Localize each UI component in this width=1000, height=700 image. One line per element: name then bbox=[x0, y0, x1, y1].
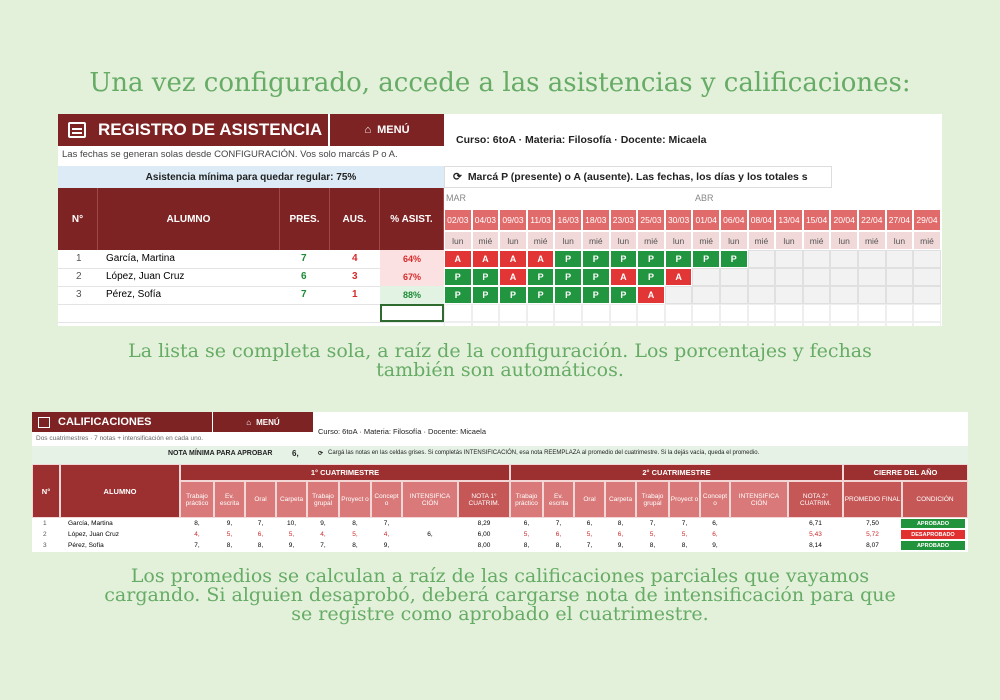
grade-cell: 6, bbox=[427, 531, 433, 538]
final-average: 7,50 bbox=[866, 520, 879, 527]
attendance-mark-cell[interactable]: P bbox=[554, 268, 582, 286]
grade-cell: 5, bbox=[523, 531, 530, 538]
attendance-mark-cell[interactable]: A bbox=[499, 268, 527, 286]
present-count: 7 bbox=[301, 253, 307, 264]
caption-top: Una vez configurado, accede a las asistencias y calificaciones: bbox=[89, 68, 911, 98]
student-name: Pérez, Sofía bbox=[106, 289, 162, 300]
home-icon: ⌂ bbox=[246, 417, 252, 427]
header-student: ALUMNO bbox=[60, 464, 180, 518]
header-percent: % ASIST. bbox=[380, 188, 444, 250]
grade-cell: 7, bbox=[320, 542, 326, 549]
weekday-header: lun bbox=[886, 231, 914, 250]
date-header: 11/03 bbox=[527, 209, 555, 231]
condition-badge: APROBADO bbox=[901, 541, 965, 550]
attendance-mark-cell[interactable] bbox=[582, 304, 610, 322]
attendance-mark-cell[interactable]: P bbox=[554, 286, 582, 304]
month-mar: MAR bbox=[446, 193, 466, 203]
attendance-menu-button[interactable] bbox=[330, 114, 444, 146]
grade-cell: 9, bbox=[383, 542, 390, 549]
grade-cell: 8, bbox=[352, 542, 358, 549]
weekday-header: lun bbox=[554, 231, 582, 250]
grade-cell: 7, bbox=[257, 520, 264, 527]
attendance-mark-cell[interactable] bbox=[803, 250, 831, 268]
weekday-header: mié bbox=[582, 231, 610, 250]
student-name: López, Juan Cruz bbox=[106, 271, 185, 282]
grades-menu-button[interactable] bbox=[213, 412, 313, 432]
attendance-mark-cell[interactable] bbox=[913, 304, 941, 322]
grades-title: CALIFICACIONES bbox=[58, 416, 152, 428]
attendance-mark-cell[interactable] bbox=[803, 286, 831, 304]
grade-cell: 8, bbox=[555, 542, 562, 549]
row-number: 2 bbox=[76, 271, 82, 282]
attendance-mark-cell[interactable] bbox=[803, 268, 831, 286]
home-icon: ⌂ bbox=[364, 124, 372, 136]
final-average: 5,72 bbox=[866, 531, 879, 538]
attendance-mark-cell[interactable]: P bbox=[444, 268, 472, 286]
attendance-mark-cell[interactable] bbox=[913, 322, 941, 326]
grade-cell: 10, bbox=[286, 520, 297, 527]
attendance-mark-cell[interactable]: P bbox=[444, 286, 472, 304]
grade-cell: 6, bbox=[523, 520, 530, 527]
condition-badge: APROBADO bbox=[901, 519, 965, 528]
grade-col-header: Oral bbox=[574, 481, 605, 518]
date-header: 15/04 bbox=[803, 209, 831, 231]
grades-note: Cargá las notas en las celdas grises. Si completás INTENSIFICACIÓN, esa nota REEMPLAZA al promedio del cuatrimestre. Si la dejás vacía, queda el promedio. bbox=[328, 450, 760, 456]
grade-cell: 5, bbox=[226, 531, 233, 538]
grade-col-header: Trabajo grupal bbox=[307, 481, 339, 518]
attendance-mark-cell[interactable] bbox=[472, 304, 500, 322]
min-grade-label: NOTA MÍNIMA PARA APROBAR bbox=[168, 450, 273, 457]
grade-cell: 5, bbox=[352, 531, 358, 538]
attendance-mark-cell[interactable]: P bbox=[665, 250, 693, 268]
attendance-mark-cell[interactable] bbox=[610, 322, 638, 326]
attendance-mark-cell[interactable] bbox=[830, 304, 858, 322]
row-number: 1 bbox=[43, 520, 47, 527]
menu-label: MENÚ bbox=[256, 417, 280, 427]
header-close: CIERRE DEL AÑO bbox=[843, 464, 968, 481]
attendance-mark-cell[interactable]: A bbox=[665, 268, 693, 286]
row-number: 3 bbox=[43, 542, 47, 549]
grade-col-header: INTENSIFICA CIÓN bbox=[402, 481, 458, 518]
grade-col-header: Carpeta bbox=[276, 481, 307, 518]
header-nota2: NOTA 2° CUATRIM. bbox=[788, 481, 843, 518]
weekday-header: lun bbox=[720, 231, 748, 250]
condition-badge: DESAPROBADO bbox=[901, 530, 965, 539]
nota2-value: 8,14 bbox=[809, 542, 822, 549]
attendance-mark-cell[interactable] bbox=[886, 322, 914, 326]
attendance-mark-cell[interactable] bbox=[830, 286, 858, 304]
date-header: 06/04 bbox=[720, 209, 748, 231]
grade-cell: 8, bbox=[352, 520, 358, 527]
date-header: 18/03 bbox=[582, 209, 610, 231]
grade-cell: 7, bbox=[383, 520, 390, 527]
attendance-mark-cell[interactable] bbox=[830, 322, 858, 326]
attendance-mark-cell[interactable] bbox=[692, 286, 720, 304]
date-header: 29/04 bbox=[913, 209, 941, 231]
header-absent: AUS. bbox=[330, 188, 380, 250]
attendance-subtitle: Las fechas se generan solas desde CONFIGURACIÓN. Vos solo marcás P o A. bbox=[62, 149, 398, 160]
nota1-value: 8,00 bbox=[477, 542, 491, 549]
table-row bbox=[32, 540, 968, 551]
grade-cell: 6, bbox=[617, 531, 624, 538]
attendance-mark-cell[interactable] bbox=[858, 304, 886, 322]
present-count: 7 bbox=[301, 289, 307, 300]
nota2-value: 6,71 bbox=[809, 520, 822, 527]
date-header: 20/04 bbox=[830, 209, 858, 231]
attendance-mark-cell[interactable] bbox=[886, 286, 914, 304]
min-attendance: Asistencia mínima para quedar regular: 75% bbox=[58, 166, 444, 188]
date-header: 02/03 bbox=[444, 209, 472, 231]
date-header: 30/03 bbox=[665, 209, 693, 231]
attendance-mark-cell[interactable] bbox=[665, 322, 693, 326]
weekday-header: lun bbox=[775, 231, 803, 250]
attendance-mark-cell[interactable] bbox=[692, 304, 720, 322]
attendance-mark-cell[interactable] bbox=[527, 322, 555, 326]
grade-cell: 4, bbox=[383, 531, 390, 538]
attendance-mark-cell[interactable] bbox=[858, 286, 886, 304]
grade-cell: 6, bbox=[257, 531, 264, 538]
refresh-icon: ⟳ bbox=[318, 451, 324, 457]
header-student: ALUMNO bbox=[98, 188, 280, 250]
header-num: N° bbox=[58, 188, 98, 250]
attendance-mark-cell[interactable]: P bbox=[499, 286, 527, 304]
date-header: 22/04 bbox=[858, 209, 886, 231]
grade-cell: 8, bbox=[194, 520, 200, 527]
calendar-icon bbox=[68, 122, 86, 138]
weekday-header: lun bbox=[830, 231, 858, 250]
nota1-value: 6,00 bbox=[477, 531, 491, 538]
date-header: 04/03 bbox=[472, 209, 500, 231]
grade-col-header: Trabajo práctico bbox=[510, 481, 543, 518]
grade-cell: 8, bbox=[617, 520, 624, 527]
grade-col-header: INTENSIFICA CIÓN bbox=[730, 481, 788, 518]
attendance-mark-cell[interactable]: P bbox=[472, 286, 500, 304]
menu-label: MENÚ bbox=[377, 124, 410, 136]
date-header: 01/04 bbox=[692, 209, 720, 231]
grade-col-header: Carpeta bbox=[605, 481, 636, 518]
attendance-mark-cell[interactable] bbox=[444, 322, 472, 326]
table-row bbox=[58, 286, 444, 305]
caption-middle bbox=[0, 342, 1000, 380]
nota1-value: 8,29 bbox=[477, 520, 491, 527]
grade-cell: 8, bbox=[257, 542, 264, 549]
grade-cell: 8, bbox=[649, 542, 656, 549]
attendance-mark-cell[interactable]: P bbox=[637, 250, 665, 268]
header-sem1: 1° CUATRIMESTRE bbox=[180, 464, 510, 481]
table-row bbox=[58, 268, 444, 287]
attendance-mark-cell[interactable]: P bbox=[554, 250, 582, 268]
attendance-mark-cell[interactable] bbox=[748, 268, 776, 286]
grades-title-bar bbox=[32, 412, 212, 432]
attendance-mark-cell[interactable] bbox=[775, 286, 803, 304]
row-number: 2 bbox=[43, 531, 47, 538]
attendance-mark-cell[interactable] bbox=[830, 250, 858, 268]
caption-bottom-line-2: cargando. Si alguien desaprobó, deberá cargarse nota de intensificación para que bbox=[104, 584, 896, 606]
grades-subtitle: Dos cuatrimestres · 7 notas + intensificación en cada uno. bbox=[36, 435, 204, 442]
attendance-title-bar bbox=[58, 114, 328, 146]
attendance-mark-cell[interactable] bbox=[554, 304, 582, 322]
attendance-mark-cell[interactable] bbox=[748, 250, 776, 268]
attendance-mark-cell[interactable] bbox=[913, 286, 941, 304]
absent-count: 4 bbox=[352, 253, 358, 264]
course-info: Curso: 6toA · Materia: Filosofía · Docente: Micaela bbox=[456, 134, 707, 146]
attendance-mark-cell[interactable] bbox=[610, 304, 638, 322]
attendance-mark-cell[interactable] bbox=[499, 304, 527, 322]
attendance-mark-cell[interactable] bbox=[803, 304, 831, 322]
student-name: López, Juan Cruz bbox=[68, 531, 119, 538]
attendance-percent: 88% bbox=[380, 286, 444, 304]
header-num: N° bbox=[32, 464, 60, 518]
header-nota1: NOTA 1° CUATRIM. bbox=[458, 481, 510, 518]
date-header: 25/03 bbox=[637, 209, 665, 231]
student-name: Pérez, Sofía bbox=[68, 542, 104, 549]
attendance-mark-cell[interactable] bbox=[720, 304, 748, 322]
grade-col-header: Ev. escrita bbox=[543, 481, 574, 518]
attendance-mark-cell[interactable] bbox=[720, 286, 748, 304]
final-average: 8,07 bbox=[866, 542, 879, 549]
attendance-mark-cell[interactable] bbox=[775, 268, 803, 286]
weekday-header: mié bbox=[748, 231, 776, 250]
grade-cell: 7, bbox=[555, 520, 562, 527]
caption-middle-line-1: La lista se completa sola, a raíz de la configuración. Los porcentajes y fechas bbox=[128, 340, 872, 362]
edit-icon bbox=[38, 417, 50, 428]
attendance-mark-cell[interactable] bbox=[554, 322, 582, 326]
grade-cell: 9, bbox=[226, 520, 233, 527]
month-abr: ABR bbox=[695, 193, 714, 203]
grade-cell: 8, bbox=[681, 542, 688, 549]
row-number: 3 bbox=[76, 289, 82, 300]
grade-cell: 4, bbox=[194, 531, 200, 538]
grades-sheet bbox=[32, 412, 968, 552]
grade-cell: 7, bbox=[681, 520, 688, 527]
grade-cell: 6, bbox=[586, 520, 593, 527]
selected-cell[interactable] bbox=[380, 304, 444, 322]
attendance-mark-cell[interactable] bbox=[858, 250, 886, 268]
attendance-date-pane bbox=[444, 114, 942, 326]
grade-cell: 5, bbox=[288, 531, 295, 538]
attendance-mark-cell[interactable]: P bbox=[582, 268, 610, 286]
attendance-mark-cell[interactable] bbox=[692, 268, 720, 286]
attendance-mark-cell[interactable] bbox=[720, 322, 748, 326]
grade-cell: 7, bbox=[586, 542, 593, 549]
grade-cell: 5, bbox=[586, 531, 593, 538]
weekday-header: lun bbox=[444, 231, 472, 250]
weekday-header: lun bbox=[665, 231, 693, 250]
attendance-mark-cell[interactable] bbox=[913, 250, 941, 268]
header-final: PROMEDIO FINAL bbox=[843, 481, 902, 518]
attendance-mark-cell[interactable] bbox=[886, 250, 914, 268]
attendance-percent: 64% bbox=[380, 250, 444, 268]
weekday-header: mié bbox=[637, 231, 665, 250]
grade-cell: 6, bbox=[712, 520, 718, 527]
attendance-mark-cell[interactable] bbox=[472, 322, 500, 326]
attendance-mark-cell[interactable]: P bbox=[637, 268, 665, 286]
caption-bottom-line-1: Los promedios se calculan a raíz de las calificaciones parciales que vayamos bbox=[130, 565, 870, 587]
attendance-mark-cell[interactable]: P bbox=[527, 286, 555, 304]
date-header: 27/04 bbox=[886, 209, 914, 231]
absent-count: 1 bbox=[352, 289, 358, 300]
attendance-mark-cell[interactable] bbox=[748, 304, 776, 322]
attendance-title: REGISTRO DE ASISTENCIA bbox=[98, 120, 323, 139]
attendance-percent: 67% bbox=[380, 268, 444, 286]
grade-col-header: Ev. escrita bbox=[214, 481, 245, 518]
row-number: 1 bbox=[76, 253, 82, 264]
weekday-header: mié bbox=[913, 231, 941, 250]
attendance-mark-cell[interactable]: P bbox=[582, 250, 610, 268]
attendance-mark-cell[interactable] bbox=[748, 286, 776, 304]
caption-middle-line-2: también son automáticos. bbox=[376, 359, 624, 381]
min-grade-value: 6, bbox=[292, 449, 299, 458]
weekday-header: mié bbox=[527, 231, 555, 250]
grade-col-header: Trabajo grupal bbox=[636, 481, 669, 518]
attendance-mark-cell[interactable]: P bbox=[582, 286, 610, 304]
grade-col-header: Proyect o bbox=[669, 481, 700, 518]
attendance-mark-cell[interactable] bbox=[582, 322, 610, 326]
attendance-mark-cell[interactable] bbox=[637, 304, 665, 322]
header-present: PRES. bbox=[280, 188, 330, 250]
date-header: 09/03 bbox=[499, 209, 527, 231]
attendance-mark-cell[interactable]: P bbox=[720, 250, 748, 268]
table-row bbox=[32, 529, 968, 540]
absent-count: 3 bbox=[352, 271, 358, 282]
grade-cell: 4, bbox=[320, 531, 326, 538]
refresh-icon: ⟳ bbox=[453, 171, 462, 183]
date-header: 23/03 bbox=[610, 209, 638, 231]
attendance-mark-cell[interactable]: P bbox=[527, 268, 555, 286]
attendance-mark-cell[interactable] bbox=[858, 268, 886, 286]
grade-cell: 7, bbox=[649, 520, 656, 527]
grades-course-info: Curso: 6toA · Materia: Filosofía · Docente: Micaela bbox=[318, 427, 486, 436]
attendance-mark-cell[interactable]: P bbox=[610, 286, 638, 304]
attendance-mark-cell[interactable] bbox=[637, 322, 665, 326]
table-row bbox=[58, 250, 444, 269]
attendance-left-pane bbox=[58, 114, 444, 326]
grade-col-header: Oral bbox=[245, 481, 276, 518]
attendance-mark-cell[interactable] bbox=[748, 322, 776, 326]
nota2-value: 5,43 bbox=[809, 531, 822, 538]
student-name: García, Martina bbox=[68, 520, 113, 527]
attendance-mark-cell[interactable] bbox=[858, 322, 886, 326]
grade-cell: 9, bbox=[288, 542, 295, 549]
attendance-mark-cell[interactable] bbox=[775, 250, 803, 268]
grade-cell: 9, bbox=[617, 542, 624, 549]
attendance-mark-cell[interactable]: P bbox=[472, 268, 500, 286]
student-name: García, Martina bbox=[106, 253, 175, 264]
grade-cell: 7, bbox=[194, 542, 200, 549]
attendance-mark-cell[interactable] bbox=[720, 268, 748, 286]
header-condition: CONDICIÓN bbox=[902, 481, 968, 518]
weekday-header: lun bbox=[499, 231, 527, 250]
weekday-header: mié bbox=[858, 231, 886, 250]
instructions-text: Marcá P (presente) o A (ausente). Las fechas, los días y los totales s bbox=[467, 171, 808, 183]
attendance-mark-cell[interactable]: P bbox=[692, 250, 720, 268]
grade-col-header: Trabajo práctico bbox=[180, 481, 214, 518]
caption-bottom bbox=[0, 567, 1000, 624]
grade-cell: 5, bbox=[681, 531, 688, 538]
date-header: 16/03 bbox=[554, 209, 582, 231]
attendance-mark-cell[interactable] bbox=[775, 304, 803, 322]
attendance-mark-cell[interactable] bbox=[665, 286, 693, 304]
weekday-header: mié bbox=[692, 231, 720, 250]
present-count: 6 bbox=[301, 271, 307, 282]
grade-cell: 5, bbox=[649, 531, 656, 538]
instructions-banner bbox=[444, 166, 832, 188]
attendance-mark-cell[interactable]: P bbox=[610, 250, 638, 268]
grade-cell: 6, bbox=[555, 531, 562, 538]
table-row bbox=[32, 518, 968, 529]
attendance-mark-cell[interactable] bbox=[830, 268, 858, 286]
grade-cell: 8, bbox=[226, 542, 233, 549]
weekday-header: lun bbox=[610, 231, 638, 250]
attendance-mark-cell[interactable] bbox=[527, 304, 555, 322]
attendance-mark-cell[interactable] bbox=[499, 322, 527, 326]
grade-cell: 9, bbox=[320, 520, 326, 527]
attendance-mark-cell[interactable]: A bbox=[444, 250, 472, 268]
attendance-mark-cell[interactable]: A bbox=[499, 250, 527, 268]
attendance-mark-cell[interactable]: A bbox=[527, 250, 555, 268]
attendance-mark-cell[interactable] bbox=[775, 322, 803, 326]
attendance-mark-cell[interactable] bbox=[665, 304, 693, 322]
attendance-mark-cell[interactable] bbox=[444, 304, 472, 322]
attendance-mark-cell[interactable] bbox=[692, 322, 720, 326]
attendance-mark-cell[interactable]: A bbox=[472, 250, 500, 268]
caption-bottom-line-3: se registre como aprobado el cuatrimestre. bbox=[291, 603, 709, 625]
empty-row[interactable] bbox=[58, 322, 444, 326]
grade-col-header: Concept o bbox=[371, 481, 402, 518]
grades-min-bar bbox=[32, 446, 968, 464]
date-header: 13/04 bbox=[775, 209, 803, 231]
grade-cell: 9, bbox=[712, 542, 718, 549]
weekday-header: mié bbox=[803, 231, 831, 250]
date-header: 08/04 bbox=[748, 209, 776, 231]
grade-cell: 8, bbox=[523, 542, 530, 549]
attendance-mark-cell[interactable]: A bbox=[637, 286, 665, 304]
attendance-mark-cell[interactable] bbox=[886, 268, 914, 286]
attendance-sheet bbox=[58, 114, 942, 326]
weekday-header: mié bbox=[472, 231, 500, 250]
attendance-mark-cell[interactable]: A bbox=[610, 268, 638, 286]
grade-cell: 6, bbox=[712, 531, 718, 538]
attendance-mark-cell[interactable] bbox=[913, 268, 941, 286]
grade-col-header: Proyect o bbox=[339, 481, 371, 518]
attendance-mark-cell[interactable] bbox=[886, 304, 914, 322]
attendance-mark-cell[interactable] bbox=[803, 322, 831, 326]
grade-col-header: Concept o bbox=[700, 481, 730, 518]
header-sem2: 2° CUATRIMESTRE bbox=[510, 464, 843, 481]
